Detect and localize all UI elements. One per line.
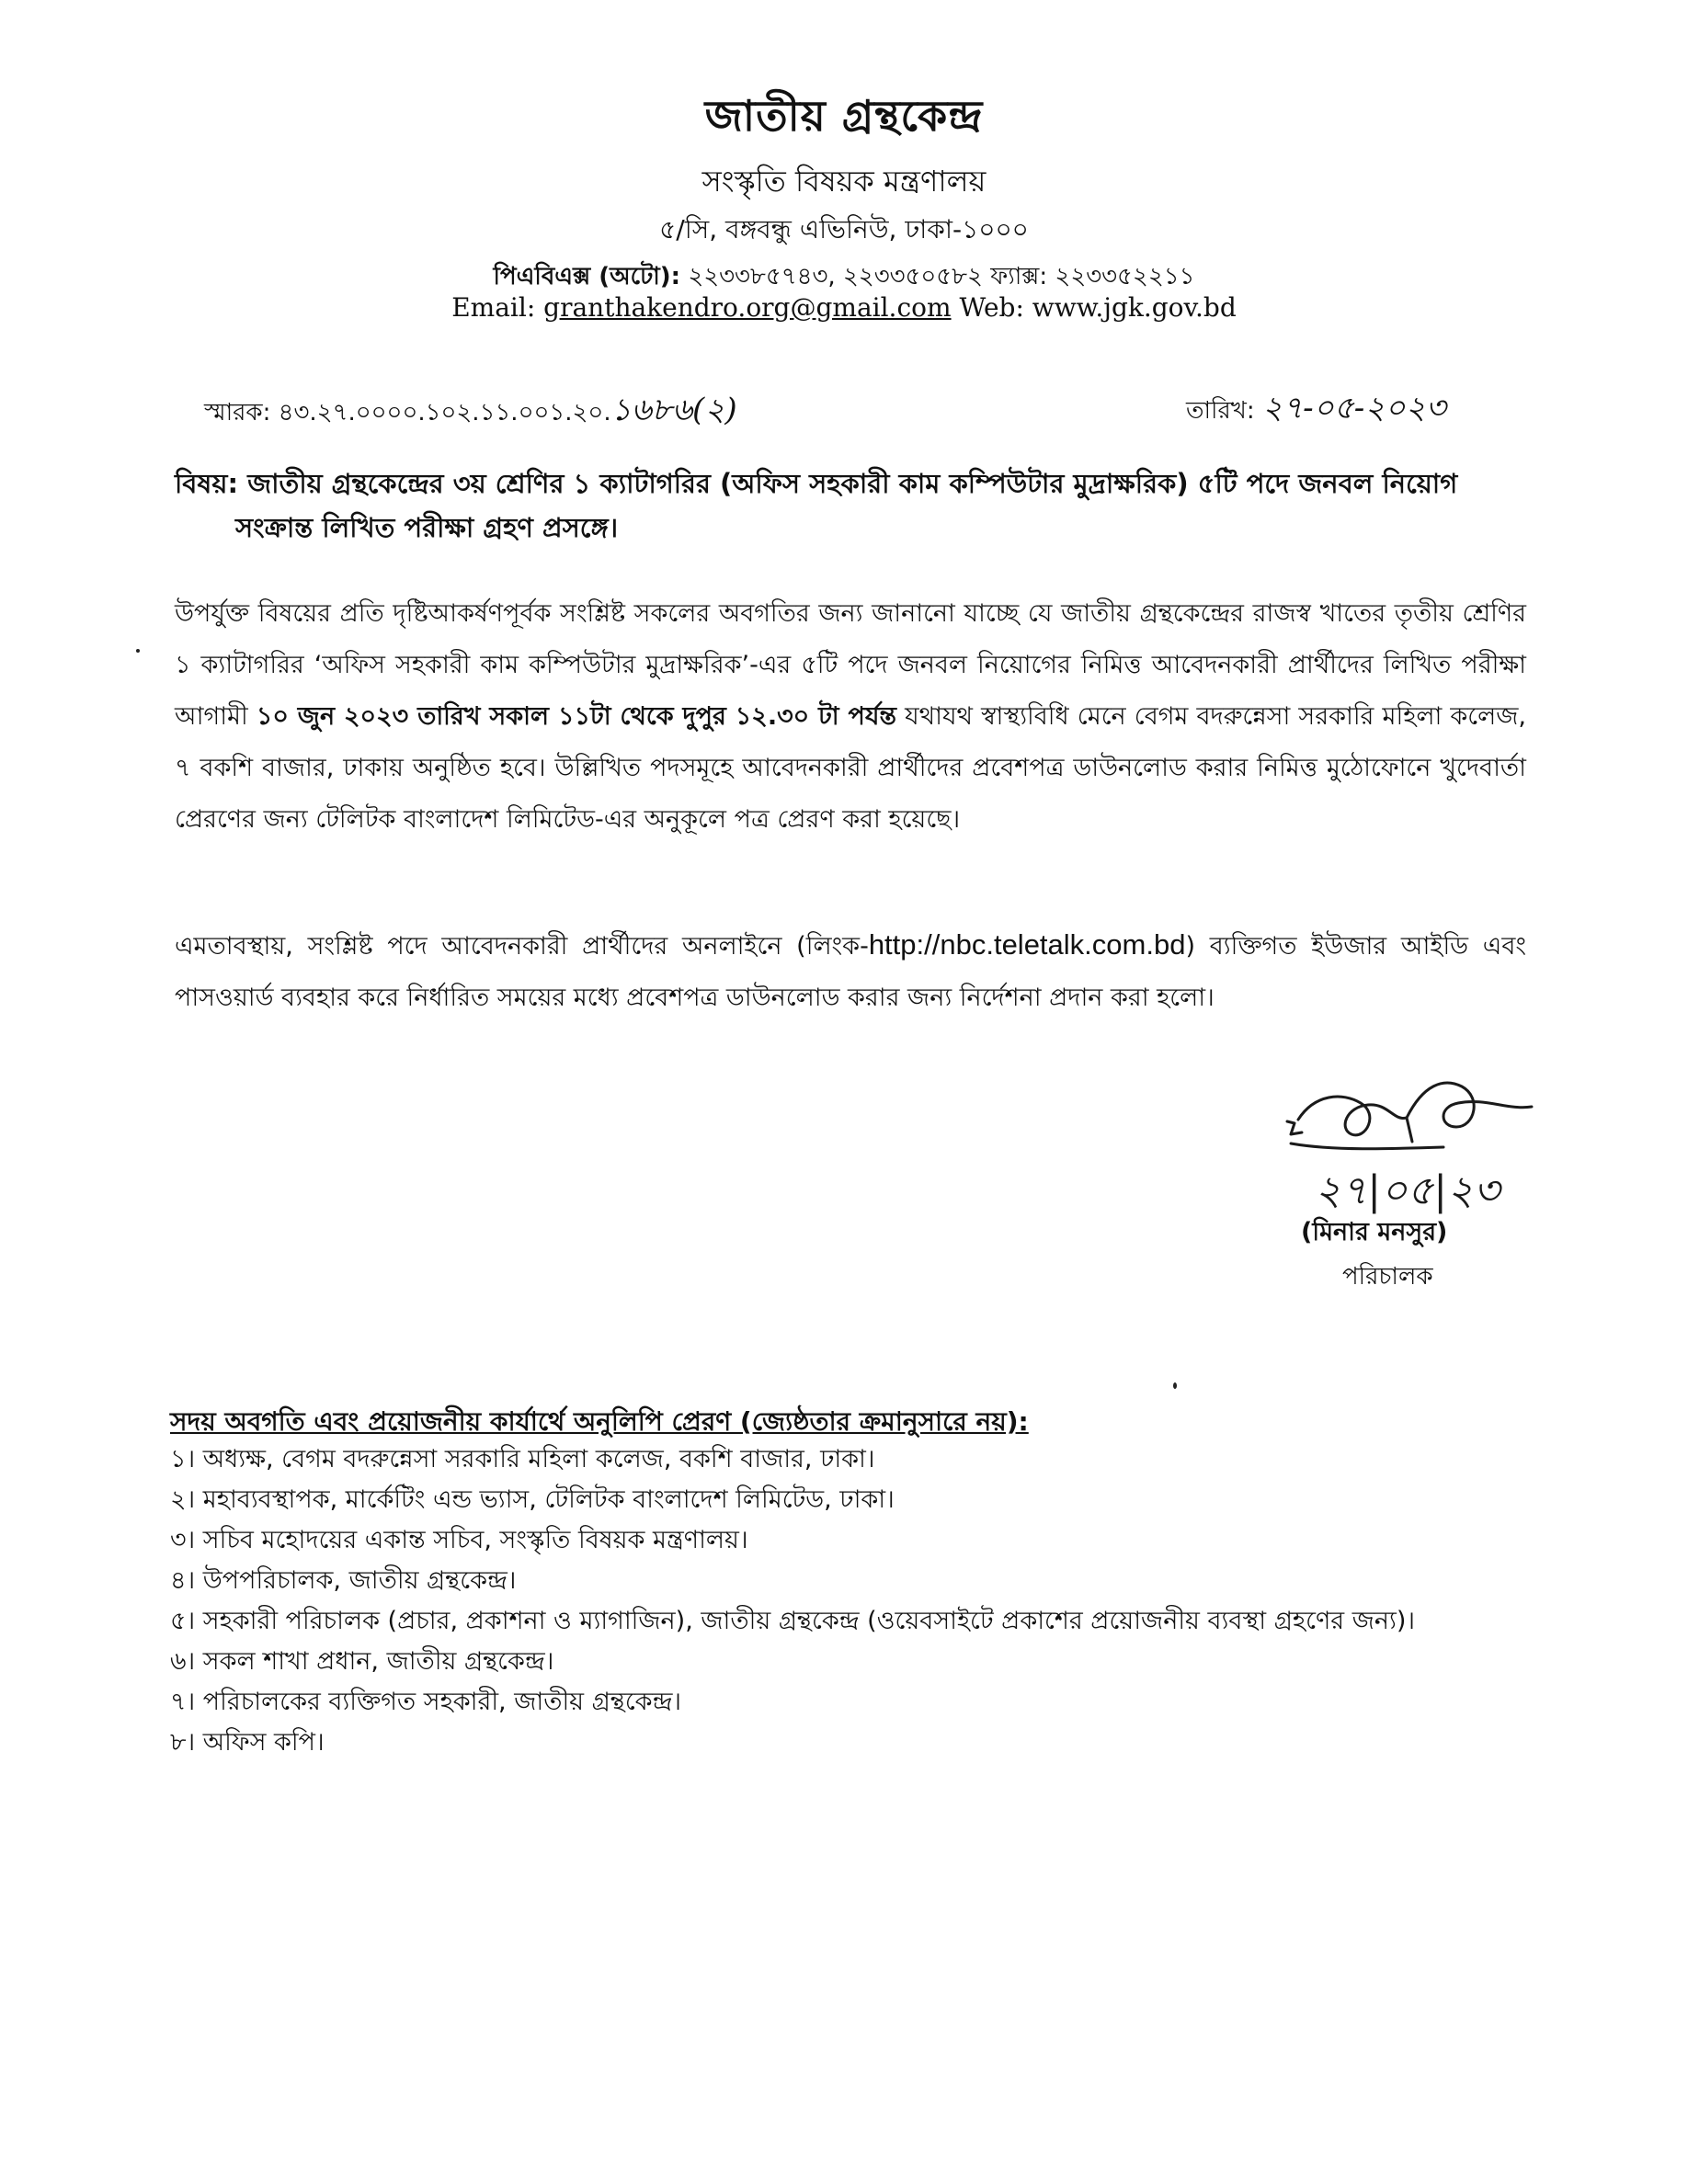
p1-text-a: উপর্যুক্ত বিষয়ের প্রতি দৃষ্টিআকর্ষণপূর্বক সংশ্লিষ্ট সকলের অবগতির জন্য জানানো যাচ্ছে যে জাতীয় গ্রন্থকেন্দ্রের রাজস্ব খাতের তৃতীয় শ্রেণির ১ ক্যাটাগরির ‘অফিস সহকারী কাম কম্পিউটার মুদ্রাক্ষরিক’-এর ৫টি পদে জনবল নিয়োগের নিমিত্ত আবেদনকারী প্রার্থীদের লিখিত পরীক্ষা আগামী — [175, 599, 1526, 731]
cc-item: ৮। অফিস কপি। — [170, 1728, 325, 1757]
organization-name: জাতীয় গ্রন্থকেন্দ্র — [704, 91, 984, 141]
ministry-name: সংস্কৃতি বিষয়ক মন্ত্রণালয় — [701, 164, 987, 199]
cc-item: ৪। উপপরিচালক, জাতীয় গ্রন্থকেন্দ্র। — [170, 1566, 517, 1595]
subject-block — [175, 461, 1526, 550]
memo-date — [1186, 384, 1446, 437]
scan-speck — [136, 649, 140, 653]
cc-list — [170, 1439, 1586, 1763]
memo-number — [204, 386, 737, 438]
signatory-title: পরিচালক — [1342, 1263, 1433, 1291]
exam-date-time: ১০ জুন ২০২৩ তারিখ সকাল ১১টা থেকে দুপুর ১২.৩০ টা পর্যন্ত — [256, 702, 897, 731]
date-label: তারিখ: — [1186, 397, 1262, 425]
p2-text-a: এমতাবস্থায়, সংশ্লিষ্ট পদে আবেদনকারী প্রার্থীদের অনলাইনে (লিংক- — [175, 932, 869, 961]
cc-item: ৩। সচিব মহোদয়ের একান্ত সচিব, সংস্কৃতি বিষয়ক মন্ত্রণালয়। — [170, 1526, 748, 1554]
subject-line-1: বিষয়: জাতীয় গ্রন্থকেন্দ্রের ৩য় শ্রেণির ১ ক্যাটাগরির (অফিস সহকারী কাম কম্পিউটার মুদ্রাক্ষরিক) ৫টি পদে জনবল নিয়োগ — [175, 468, 1458, 499]
subject-line-2: সংক্রান্ত লিখিত পরীক্ষা গ্রহণ প্রসঙ্গে। — [235, 512, 619, 543]
contact-line — [0, 292, 1688, 323]
scan-speck — [1173, 1382, 1177, 1389]
office-address: ৫/সি, বঙ্গবন্ধু এভিনিউ, ঢাকা-১০০০ — [659, 214, 1029, 245]
memo-label: স্মারক: ৪৩.২৭.০০০০.১০২.১১.০০১.২০. — [204, 399, 611, 427]
date-handwritten: ২৭-০৫-২০২৩ — [1261, 390, 1446, 427]
cc-heading: সদয় অবগতি এবং প্রয়োজনীয় কার্যার্থে অনুলিপি প্রেরণ (জ্যেষ্ঠতার ক্রমানুসারে নয়): — [170, 1406, 1029, 1437]
cc-item: ১। অধ্যক্ষ, বেগম বদরুন্নেসা সরকারি মহিলা কলেজ, বকশি বাজার, ঢাকা। — [170, 1445, 875, 1473]
body-paragraph-2 — [175, 919, 1526, 1075]
signature-image — [1278, 1066, 1572, 1223]
p2-text-b: ) ব্যক্তিগত ইউজার আইডি এবং পাসওয়ার্ড ব্যবহার করে নির্ধারিত সময়ের মধ্যে প্রবেশপত্র ডাউনলোড করার জন্য নির্দেশনা প্রদান করা হলো। — [175, 932, 1526, 1012]
cc-item: ৬। সকল শাখা প্রধান, জাতীয় গ্রন্থকেন্দ্র। — [170, 1647, 554, 1676]
signatory-name: (মিনার মনসুর) — [1301, 1218, 1448, 1246]
memo-handwritten-number: ১৬৮৬(২) — [610, 392, 737, 428]
cc-item: ৫। সহকারী পরিচালক (প্রচার, প্রকাশনা ও ম্যাগাজিন), জাতীয় গ্রন্থকেন্দ্র (ওয়েবসাইটে প্রকাশের প্রয়োজনীয় ব্যবস্থা গ্রহণের জন্য)। — [170, 1607, 1416, 1635]
p1-text-b: যথাযথ স্বাস্থ্যবিধি মেনে বেগম বদরুন্নেসা সরকারি মহিলা কলেজ, ৭ বকশি বাজার, ঢাকায় অনুষ্ঠিত হবে। উল্লিখিত পদসমূহে আবেদনকারী প্রার্থীদের প্রবেশপত্র ডাউনলোড করার নিমিত্ত মুঠোফোনে খুদেবার্তা প্রেরণের জন্য টেলিটক বাংলাদেশ লিমিটেড-এর অনুকূলে পত্র প্রেরণ করা হয়েছে। — [175, 702, 1527, 834]
phones-value: ২২৩৩৮৫৭৪৩, ২২৩৩৫০৫৮২ ফ্যাক্স: ২২৩৩৫২২১১ — [680, 263, 1195, 290]
email-label: Email: — [451, 292, 544, 323]
email-link[interactable]: granthakendro.org@gmail.com — [543, 292, 952, 323]
cc-item: ২। মহাব্যবস্থাপক, মার্কেটিং এন্ড ভ্যাস, টেলিটক বাংলাদেশ লিমিটেড, ঢাকা। — [170, 1485, 895, 1514]
signature-date: ২৭|০৫|২৩ — [1315, 1167, 1500, 1214]
body-paragraph-1 — [175, 588, 1526, 882]
web-address: Web: www.jgk.gov.bd — [951, 292, 1237, 323]
teletalk-link[interactable]: http://nbc.teletalk.com.bd — [868, 928, 1186, 961]
phones-label: পিএবিএক্স (অটো): — [493, 263, 681, 290]
cc-item: ৭। পরিচালকের ব্যক্তিগত সহকারী, জাতীয় গ্রন্থকেন্দ্র। — [170, 1688, 682, 1716]
